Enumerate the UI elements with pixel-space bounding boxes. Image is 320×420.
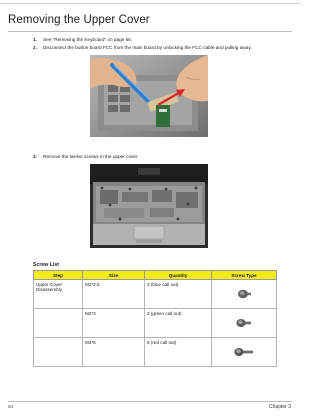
screw-icon (233, 346, 255, 358)
screw-list-table (33, 270, 277, 367)
step-3 (33, 154, 283, 160)
cell-step (34, 309, 83, 338)
upper-cover-photo (90, 164, 208, 248)
cell-quantity: 3 (green call out) (145, 309, 212, 338)
column-header-screw-type: Screw Type (212, 271, 277, 280)
cell-screw-type (212, 338, 277, 367)
step-text: Remove the twelve screws in the upper cover. (43, 154, 139, 159)
cell-quantity: 6 (red call out) (145, 338, 212, 367)
column-header-step: Step (34, 271, 83, 280)
page-number: 54 (8, 404, 14, 409)
fcc-disconnect-photo (90, 55, 208, 137)
table-row (34, 280, 277, 309)
table-row (34, 309, 277, 338)
page-title: Removing the Upper Cover (8, 14, 150, 26)
screw-icon (235, 317, 253, 329)
screw-icon (236, 288, 252, 300)
step-1 (33, 37, 283, 43)
footer-rule (8, 401, 292, 402)
cell-size: M2*5 (83, 338, 145, 367)
column-header-quantity: Quantity (145, 271, 212, 280)
cell-step (34, 338, 83, 367)
chapter-label: Chapter 3 (269, 404, 291, 410)
step-number: 3. (33, 154, 37, 159)
top-rule (0, 3, 300, 4)
table-row (34, 338, 277, 367)
cell-screw-type (212, 309, 277, 338)
step-text: See “Removing the Keyboard” on page 56. (43, 37, 133, 42)
cell-size: M2*3 (83, 309, 145, 338)
table-header-row (34, 271, 277, 280)
cell-quantity: 3 (blue call out) (145, 280, 212, 309)
cell-size: M2*2.5 (83, 280, 145, 309)
step-number: 2. (33, 45, 37, 50)
step-number: 1. (33, 37, 37, 42)
cell-step: Upper Cover Disassembly (34, 280, 83, 309)
step-text: Disconnect the button board FCC from the main board by unlocking the FCC cable and pulling away. (43, 45, 252, 50)
column-header-size: Size (83, 271, 145, 280)
cell-screw-type (212, 280, 277, 309)
step-2 (33, 45, 283, 51)
screw-list-heading: Screw List (33, 262, 59, 268)
title-rule (8, 31, 292, 32)
